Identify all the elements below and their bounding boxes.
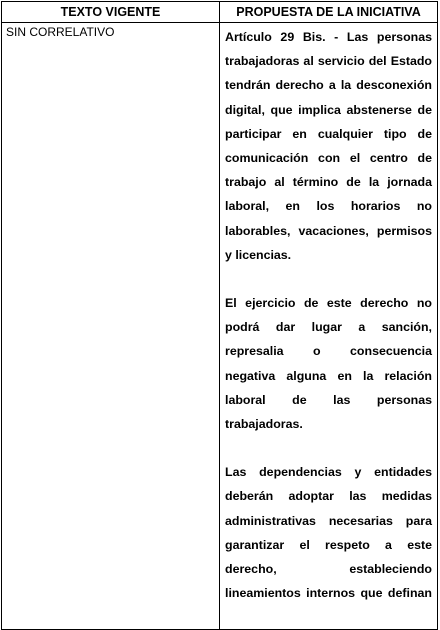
texto-vigente-cell: SIN CORRELATIVO bbox=[2, 23, 220, 630]
propuesta-paragraph-3: Las dependencias y entidades deberán adoptar las medidas administrativas necesarias para garantizar el respeto a este derecho, estableciendo lineamientos internos que definan bbox=[225, 465, 432, 601]
propuesta-paragraph-2: El ejercicio de este derecho no podrá dar lugar a sanción, represalia o consecuencia negativa alguna en la relación laboral de las personas trabajadoras. bbox=[225, 296, 432, 432]
propuesta-cell bbox=[220, 23, 438, 630]
comparison-table bbox=[1, 1, 438, 630]
table-row bbox=[2, 23, 438, 630]
propuesta-paragraph-1: Artículo 29 Bis. - Las personas trabajadoras al servicio del Estado tendrán derecho a la desconexión digital, que implica abstenerse de participar en cualquier tipo de comunicación con el centro de trabajo al término de la jornada laboral, en los horarios no laborables, vacaciones, permisos y licencias. bbox=[225, 30, 432, 262]
header-propuesta-iniciativa: PROPUESTA DE LA INICIATIVA bbox=[220, 2, 438, 23]
header-texto-vigente: TEXTO VIGENTE bbox=[2, 2, 220, 23]
table-header-row bbox=[2, 2, 438, 23]
